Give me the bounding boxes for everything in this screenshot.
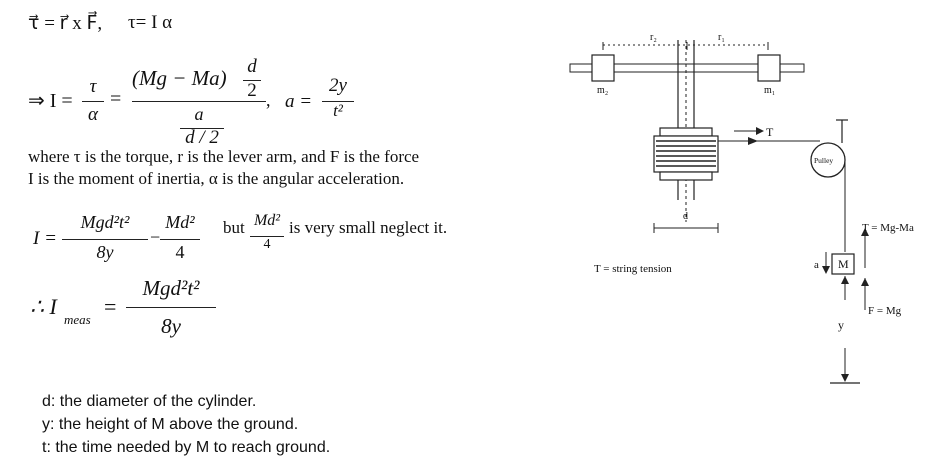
spool-bottom-flange [660, 172, 712, 180]
d-over-2: d / 2 [185, 127, 219, 148]
tension-equation: T = Mg-Ma [862, 222, 914, 234]
description-line: I is the moment of inertia, α is the angular acceleration. [28, 169, 405, 188]
equals-sign: = [110, 88, 122, 110]
tension-arrow-head [748, 137, 758, 145]
spool-top-flange [660, 128, 712, 136]
measured-denominator: 8y [161, 314, 181, 338]
meas-subscript: meas [64, 312, 91, 327]
term1-numerator: Mgd²t² [80, 212, 130, 232]
mass-m2-block [592, 55, 614, 81]
I-equals: I = [33, 228, 57, 249]
term2-denominator: 4 [175, 242, 185, 262]
arrow-head [841, 374, 849, 382]
definition-line: d: the diameter of the cylinder. [42, 393, 257, 410]
definition-line: t: the time needed by M to reach ground. [42, 439, 331, 456]
height-y-label: y [838, 318, 844, 332]
acceleration-label: a [814, 259, 819, 271]
t-squared: t² [333, 101, 343, 120]
term1-denominator: 8y [96, 242, 114, 262]
implies-I: ⇒ I = [28, 90, 73, 112]
neglect-term-numerator: Md² [253, 212, 281, 229]
m1-label: m₁ [764, 85, 776, 96]
neglect-text: is very small neglect it. [289, 218, 448, 237]
neglect-term-denominator: 4 [263, 237, 271, 252]
equals-sign: = [104, 294, 117, 319]
mass-M-label: M [838, 257, 849, 271]
therefore-I: ∴ I [30, 294, 57, 319]
arrow-head [861, 278, 869, 286]
pulley-label: Pulley [814, 156, 834, 165]
torque-cross-product: τ⃗ = r⃗ x F⃗, [28, 13, 103, 34]
acceleration-a: a [194, 104, 204, 124]
m2-label: m₂ [597, 85, 609, 96]
measured-numerator: Mgd²t² [142, 276, 200, 300]
force-equation: F = Mg [868, 305, 902, 317]
mass-m1-block [758, 55, 780, 81]
r2-label: r₂ [650, 32, 657, 43]
arrow-head [841, 276, 849, 284]
alpha-symbol: α [88, 104, 98, 125]
comma: , [266, 90, 271, 110]
two-y: 2y [329, 75, 347, 96]
half-d-numerator: d [247, 56, 257, 77]
tension-label: T [766, 125, 774, 139]
arrow-head [822, 266, 830, 274]
minus-sign: − [150, 227, 161, 247]
tension-arrow-tip [756, 127, 764, 135]
rotational-newton-law: τ= I α [128, 12, 173, 33]
definition-line: y: the height of M above the ground. [42, 416, 299, 433]
r1-label: r₁ [718, 32, 725, 43]
tau-symbol: τ [89, 76, 97, 97]
term2-numerator: Md² [165, 212, 195, 232]
diameter-label: d [683, 211, 688, 222]
but-text: but [223, 218, 245, 237]
half-d-denominator: 2 [247, 80, 257, 101]
a-equals: a = [285, 91, 313, 112]
description-line: where τ is the torque, r is the lever arm, and F is the force [28, 147, 420, 166]
string-tension-note: T = string tension [594, 263, 672, 275]
mass-difference: (Mg − Ma) [132, 66, 227, 90]
